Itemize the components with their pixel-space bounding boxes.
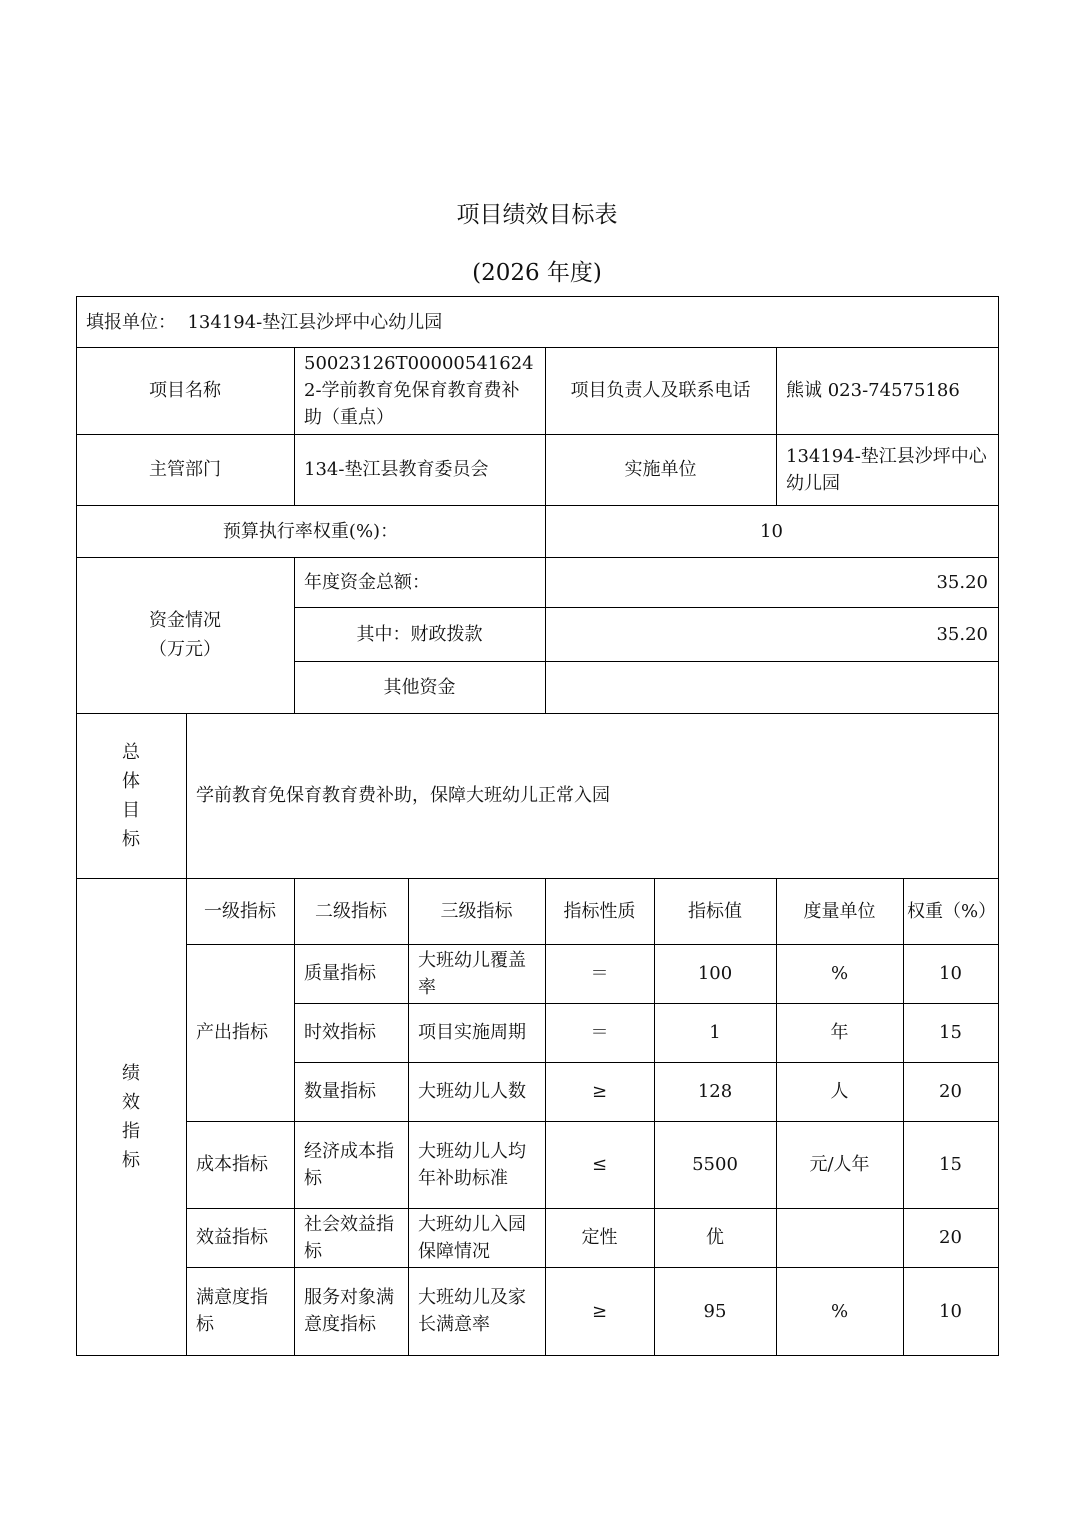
report-unit-value: 134194-垫江县沙坪中心幼儿园 [187,311,443,333]
row-l2: 服务对象满意度指标 [304,1287,394,1335]
header-level3: 三级指标 [440,900,513,922]
row-weight: 10 [939,1300,962,1322]
performance-char: 指 [122,1120,140,1142]
row-l3: 大班幼儿及家长满意率 [418,1287,526,1335]
header-level1: 一级指标 [204,900,276,922]
row-nature: ＝ [590,963,609,984]
funds-label-line: （万元） [149,639,221,660]
funds-fiscal-label: 其中：财政拨款 [356,623,483,645]
row-weight: 20 [939,1227,962,1248]
performance-char: 标 [122,1149,140,1171]
row-unit [776,1208,903,1267]
row-l2: 社会效益指标 [304,1213,394,1262]
overall-goal-char: 总 [122,741,140,763]
row-l2: 经济成本指标 [304,1140,394,1189]
project-lead-label: 项目负责人及联系电话 [570,380,751,401]
performance-char: 效 [122,1091,140,1113]
group-output: 产出指标 [196,1022,268,1043]
impl-unit-label: 实施单位 [624,459,697,480]
funds-label-line: 资金情况 [149,610,221,631]
department-value: 134-垫江县教育委员会 [304,459,489,480]
row-unit: 元/人年 [809,1154,870,1175]
row-l2: 时效指标 [304,1022,376,1043]
row-value: 100 [697,963,733,984]
project-name-value: 50023126T000005416242-学前教育免保育教育费补助（重点） [304,353,534,428]
row-unit: 人 [830,1081,849,1102]
row-l3: 大班幼儿人数 [418,1081,526,1102]
row-l2: 数量指标 [304,1081,376,1102]
overall-goal-value: 学前教育免保育教育费补助，保障大班幼儿正常入园 [196,785,610,806]
overall-goal-char: 标 [122,828,140,850]
row-weight: 10 [939,963,962,984]
department-label: 主管部门 [149,459,221,480]
row-nature: ≥ [591,1300,608,1322]
row-nature: ≤ [591,1154,608,1175]
funds-total-value: 35.20 [936,571,988,593]
row-weight: 20 [939,1081,962,1102]
row-l3: 大班幼儿入园保障情况 [418,1213,526,1262]
group-benefit: 效益指标 [196,1227,268,1248]
row-nature: ≥ [591,1081,608,1102]
row-weight: 15 [939,1022,962,1043]
group-cost: 成本指标 [196,1154,268,1175]
row-l2: 质量指标 [304,963,376,984]
row-value: 128 [697,1081,733,1102]
impl-unit-value: 134194-垫江县沙坪中心幼儿园 [786,445,987,494]
funds-fiscal-value: 35.20 [936,623,988,645]
page-subtitle: (2026 年度) [472,260,602,286]
group-satisfaction: 满意度指标 [196,1287,268,1335]
funds-total-label: 年度资金总额： [304,571,430,593]
budget-rate-label: 预算执行率权重(%)： [222,520,399,542]
report-unit-label: 填报单位： [86,311,176,333]
header-weight: 权重（%） [907,900,997,922]
row-unit: % [830,963,849,984]
row-l3: 大班幼儿人均年补助标准 [418,1140,526,1189]
overall-goal-char: 体 [122,770,140,792]
row-value: 5500 [692,1154,738,1175]
row-unit: % [830,1300,849,1322]
row-l3: 项目实施周期 [418,1022,526,1043]
funds-other-value [545,661,998,713]
header-value: 指标值 [688,900,742,922]
row-nature: 定性 [581,1227,618,1248]
row-value: 1 [709,1022,721,1043]
row-value: 95 [703,1300,727,1322]
header-unit: 度量单位 [803,900,876,922]
page-title: 项目绩效目标表 [456,202,618,228]
header-nature: 指标性质 [563,900,636,922]
budget-rate-value: 10 [760,520,783,542]
performance-char: 绩 [122,1062,140,1084]
overall-goal-char: 目 [122,799,140,821]
report-unit-row [76,297,998,347]
header-level2: 二级指标 [315,900,387,922]
performance-label [76,878,186,1355]
funds-label [76,557,294,713]
project-name-label: 项目名称 [149,380,221,401]
row-weight: 15 [939,1154,962,1175]
overall-goal-label [76,713,186,878]
row-unit: 年 [830,1022,849,1043]
funds-other-label: 其他资金 [383,676,456,698]
row-value: 优 [706,1227,724,1248]
row-l3: 大班幼儿覆盖率 [418,949,526,998]
project-lead-value: 熊诚 023-74575186 [786,380,960,401]
row-nature: ＝ [590,1022,609,1043]
